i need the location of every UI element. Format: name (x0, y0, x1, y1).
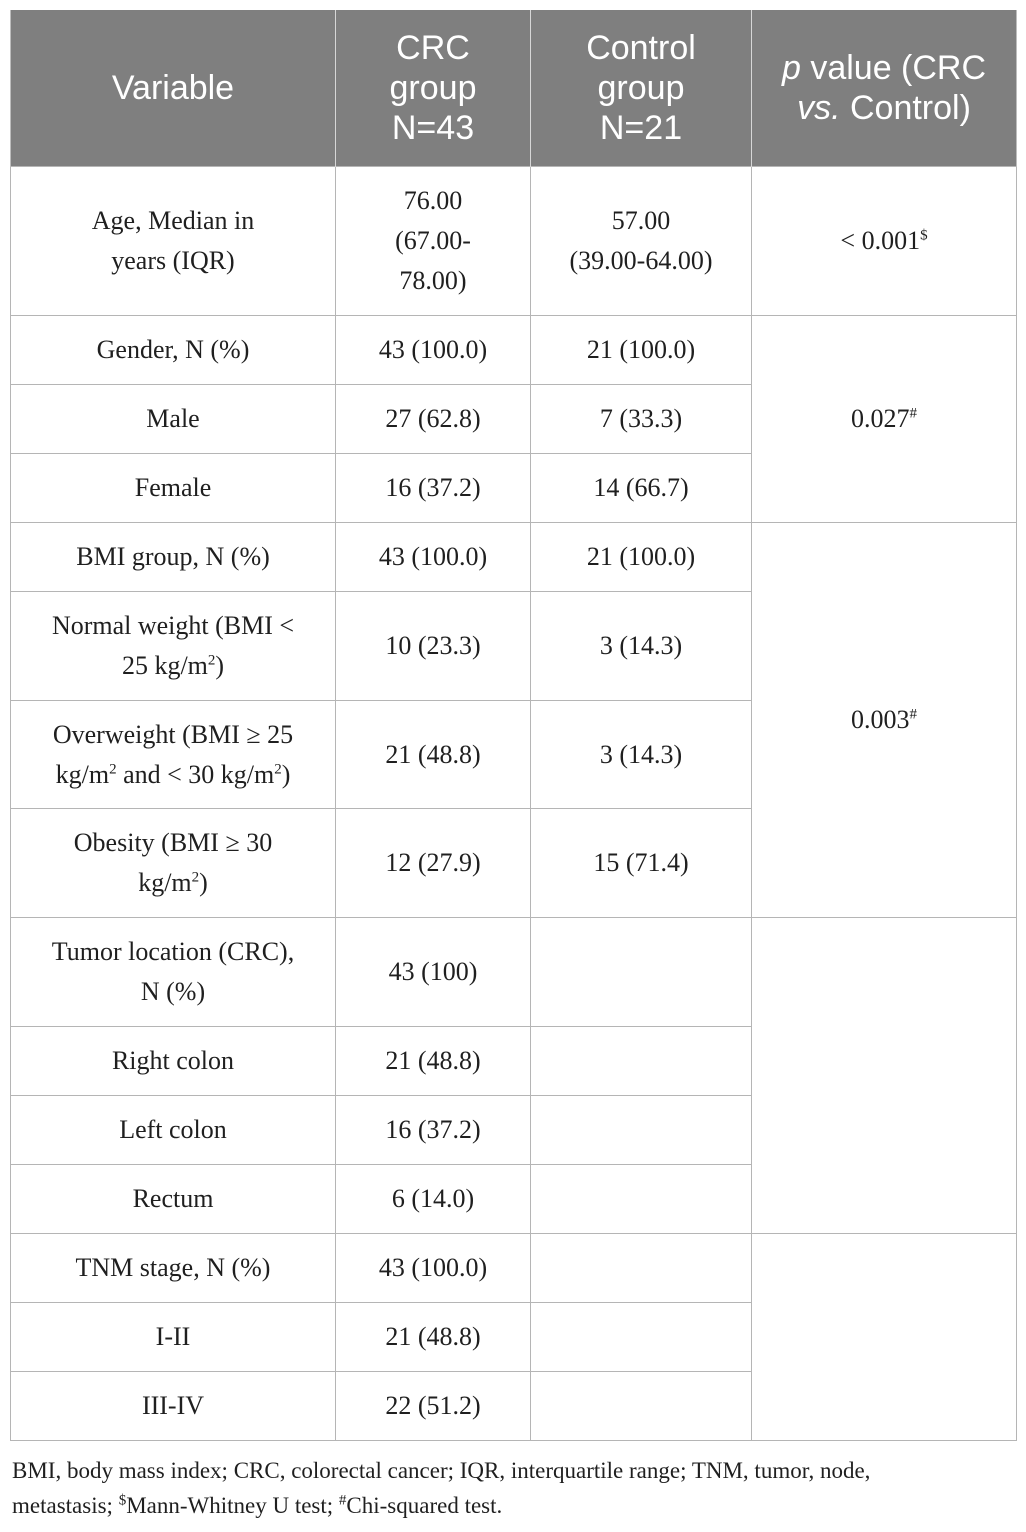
variable-cell: Age, Median in years (IQR) (11, 167, 336, 316)
control-cell: 57.00 (39.00-64.00) (531, 167, 752, 316)
header-p-value: p value (CRC vs. Control) (752, 10, 1017, 167)
crc-cell: 10 (23.3) (336, 592, 531, 701)
control-cell: 21 (100.0) (531, 523, 752, 592)
table-row (11, 316, 1017, 385)
variable-cell: III-IV (11, 1372, 336, 1441)
variable-cell: Gender, N (%) (11, 316, 336, 385)
header-control-group: Control group N=21 (531, 10, 752, 167)
crc-cell: 21 (48.8) (336, 701, 531, 809)
table-row (11, 523, 1017, 592)
control-cell (531, 918, 752, 1027)
control-cell (531, 1303, 752, 1372)
crc-cell: 43 (100) (336, 918, 531, 1027)
crc-cell: 12 (27.9) (336, 809, 531, 918)
crc-cell: 43 (100.0) (336, 1234, 531, 1303)
variable-cell: Normal weight (BMI < 25 $kg/m^2$) (11, 592, 336, 701)
baseline-characteristics-table (10, 10, 1017, 1441)
variable-cell: Overweight (BMI ≥ 25 $kg/m^2$ and < 30 $kg/m^2$) (11, 701, 336, 809)
control-cell (531, 1234, 752, 1303)
crc-cell: 16 (37.2) (336, 1096, 531, 1165)
control-cell: 21 (100.0) (531, 316, 752, 385)
variable-cell: I-II (11, 1303, 336, 1372)
p-value-cell (752, 1234, 1017, 1441)
table-footnote: BMI, body mass index; CRC, colorectal cancer; IQR, interquartile range; TNM, tumor, node, metastasis; $Mann-Whitney U test; #Chi-squared test. (12, 1458, 871, 1518)
variable-cell: Rectum (11, 1165, 336, 1234)
control-cell (531, 1165, 752, 1234)
crc-cell: 21 (48.8) (336, 1303, 531, 1372)
variable-cell: Obesity (BMI ≥ 30 $kg/m^2$) (11, 809, 336, 918)
variable-cell: BMI group, N (%) (11, 523, 336, 592)
variable-cell: Left colon (11, 1096, 336, 1165)
control-cell: 3 (14.3) (531, 592, 752, 701)
control-cell: 15 (71.4) (531, 809, 752, 918)
table-row (11, 918, 1017, 1027)
control-cell: 3 (14.3) (531, 701, 752, 809)
table-row (11, 1234, 1017, 1303)
crc-cell: 6 (14.0) (336, 1165, 531, 1234)
crc-cell: 43 (100.0) (336, 316, 531, 385)
header-row (11, 10, 1017, 167)
crc-cell: 76.00 (67.00- 78.00) (336, 167, 531, 316)
variable-cell: Female (11, 454, 336, 523)
control-cell: 14 (66.7) (531, 454, 752, 523)
control-cell (531, 1372, 752, 1441)
crc-cell: 22 (51.2) (336, 1372, 531, 1441)
control-cell: 7 (33.3) (531, 385, 752, 454)
variable-cell: TNM stage, N (%) (11, 1234, 336, 1303)
header-crc-group: CRC group N=43 (336, 10, 531, 167)
header-variable: Variable (11, 10, 336, 167)
table-row (11, 167, 1017, 316)
control-cell (531, 1027, 752, 1096)
crc-cell: 27 (62.8) (336, 385, 531, 454)
crc-cell: 16 (37.2) (336, 454, 531, 523)
crc-cell: 43 (100.0) (336, 523, 531, 592)
variable-cell: Tumor location (CRC), N (%) (11, 918, 336, 1027)
variable-cell: Male (11, 385, 336, 454)
p-value-cell: < 0.001$ (752, 167, 1017, 316)
crc-cell: 21 (48.8) (336, 1027, 531, 1096)
variable-cell: Right colon (11, 1027, 336, 1096)
p-value-cell: 0.003# (752, 523, 1017, 918)
p-value-cell: 0.027# (752, 316, 1017, 523)
control-cell (531, 1096, 752, 1165)
p-value-cell (752, 918, 1017, 1234)
